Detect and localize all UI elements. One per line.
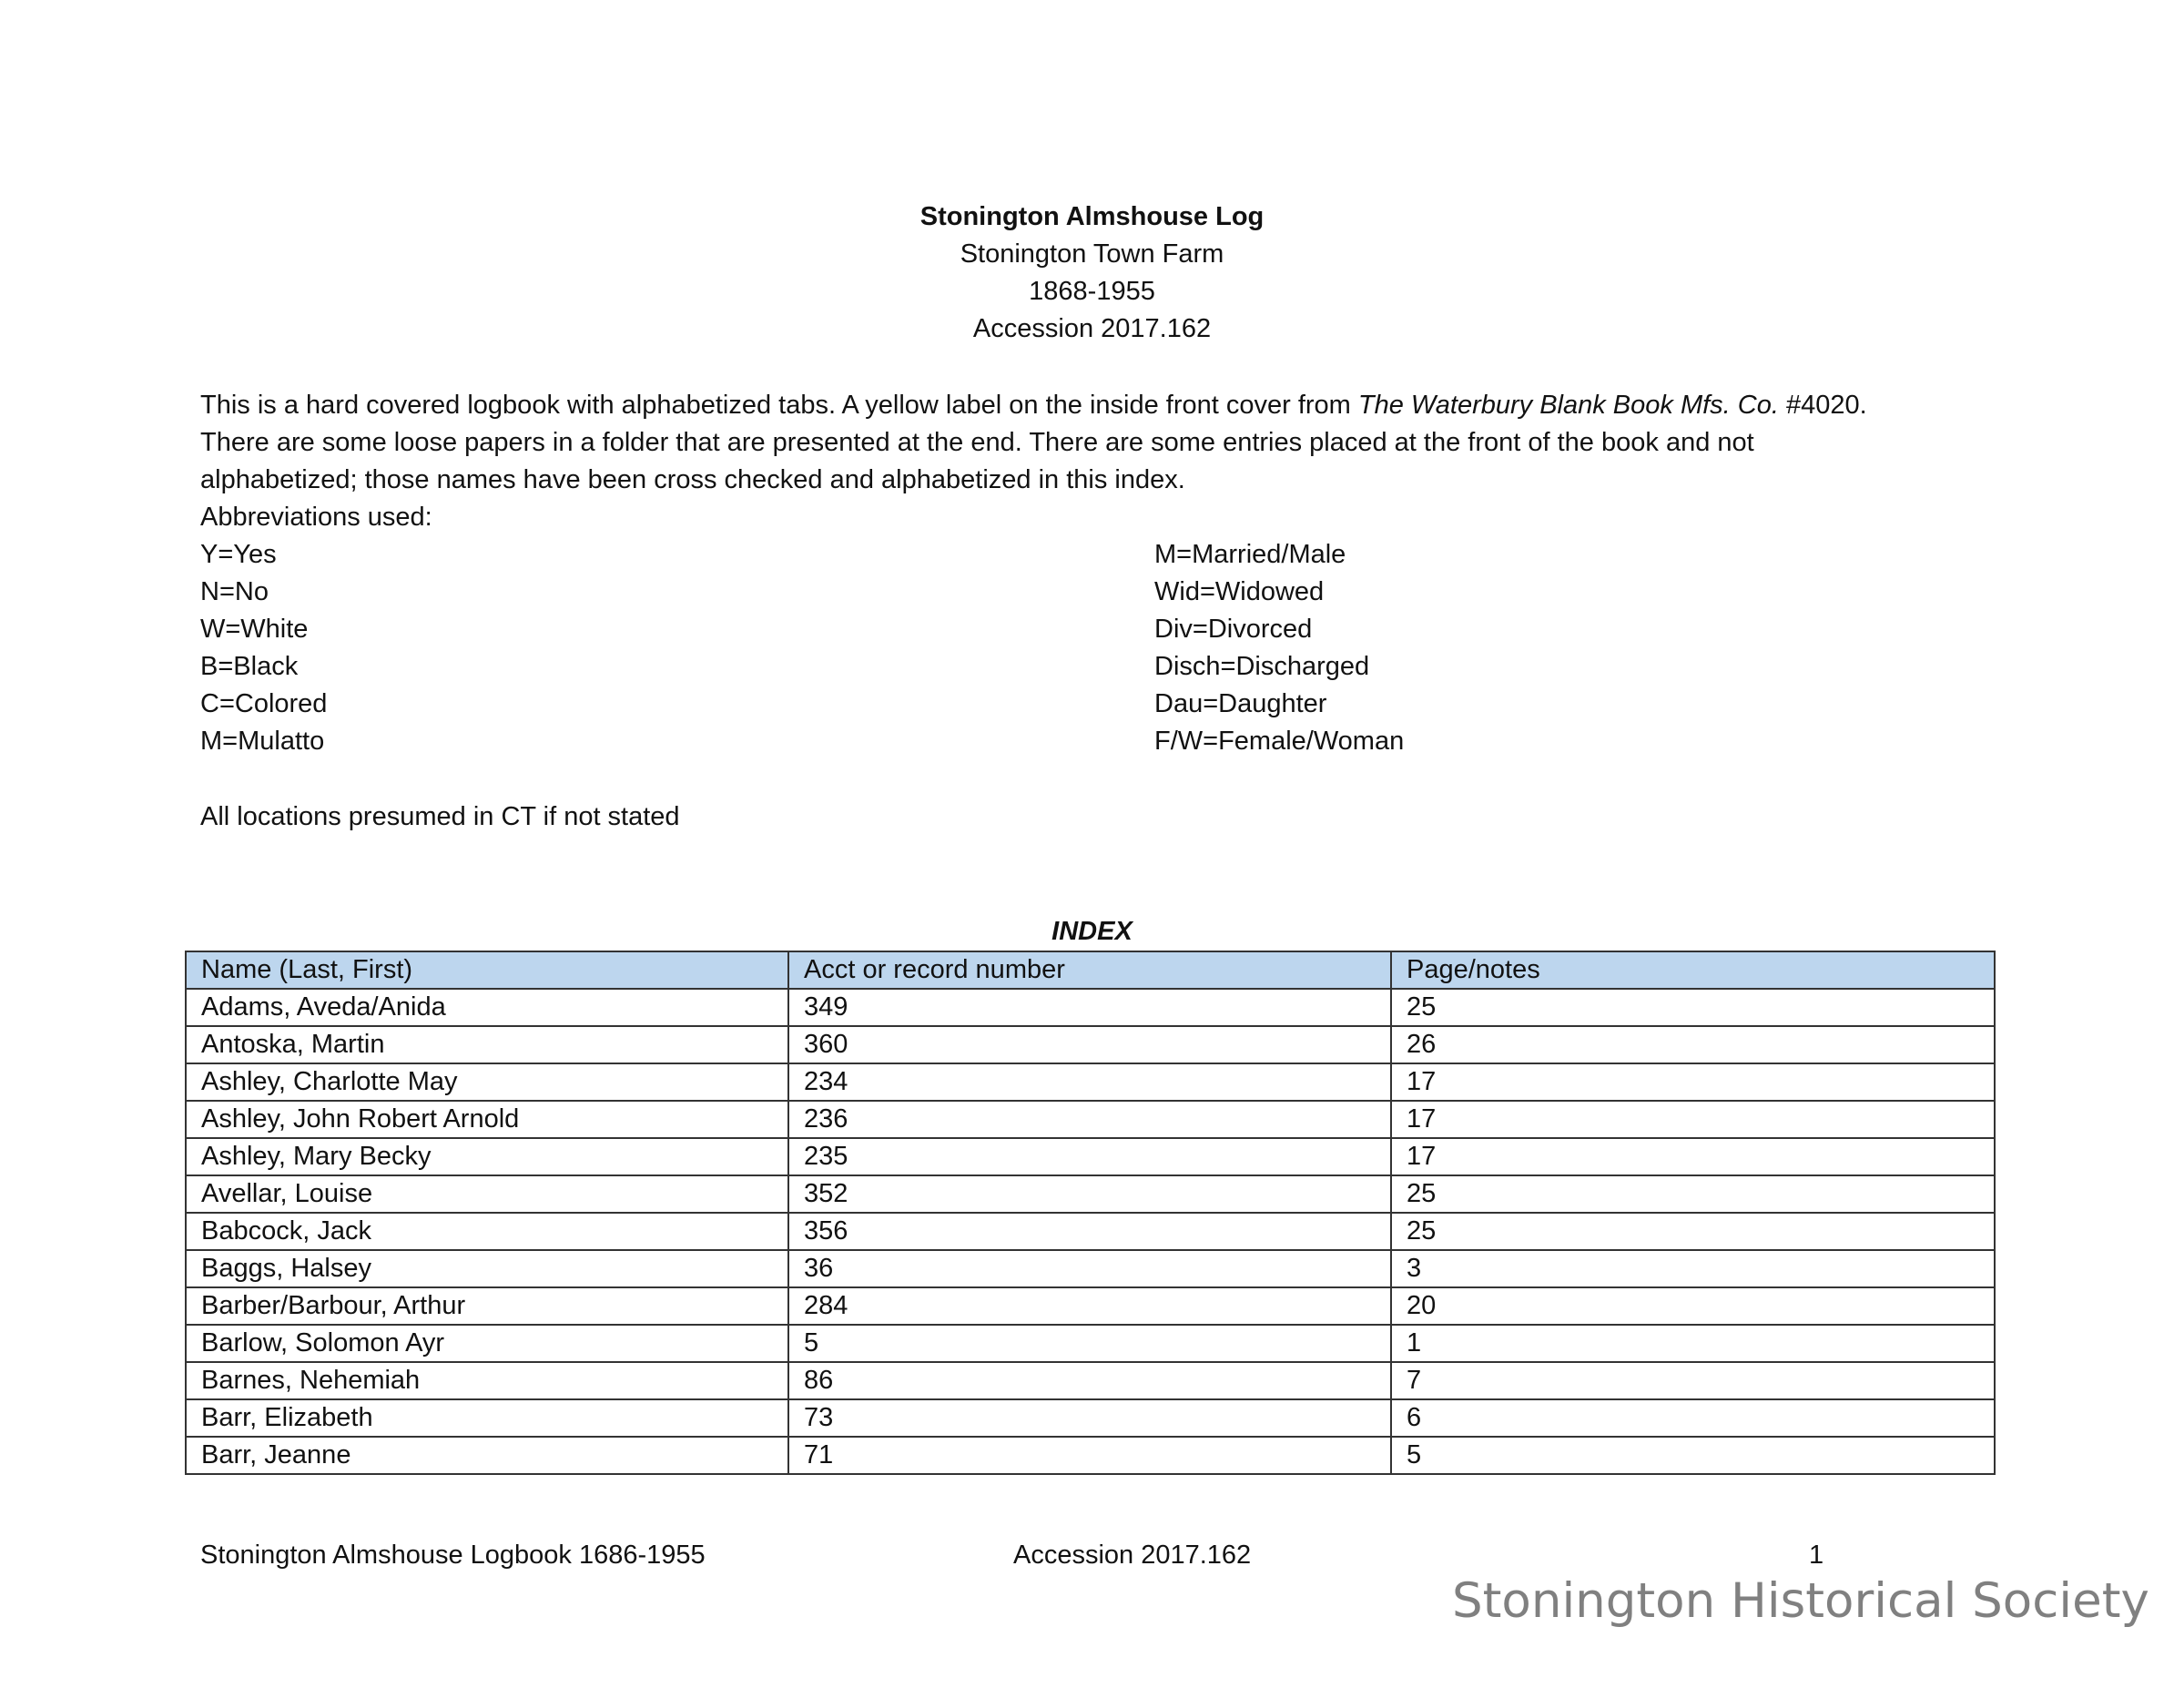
index-heading: INDEX bbox=[1051, 917, 1133, 946]
cell-name: Barr, Jeanne bbox=[186, 1437, 788, 1474]
watermark: Stonington Historical Society bbox=[1452, 1573, 2149, 1629]
table-row bbox=[186, 1063, 1995, 1101]
table-row bbox=[186, 1362, 1995, 1399]
document-accession: Accession 2017.162 bbox=[972, 314, 1212, 343]
column-header-name: Name (Last, First) bbox=[186, 951, 788, 989]
abbreviation-item: Wid=Widowed bbox=[1154, 577, 1325, 606]
document-subtitle: Stonington Town Farm bbox=[960, 239, 1224, 269]
cell-record-number: 71 bbox=[788, 1437, 1391, 1474]
cell-name: Barr, Elizabeth bbox=[186, 1399, 788, 1437]
abbreviation-item: M=Mulatto bbox=[200, 727, 325, 756]
table-row bbox=[186, 1399, 1995, 1437]
cell-record-number: 73 bbox=[788, 1399, 1391, 1437]
title-block bbox=[0, 198, 2184, 348]
cell-name: Barnes, Nehemiah bbox=[186, 1362, 788, 1399]
intro-line-1-end: #4020. bbox=[1778, 391, 1867, 420]
locations-note: All locations presumed in CT if not stated bbox=[200, 802, 680, 831]
abbreviation-item: N=No bbox=[200, 577, 269, 606]
table-row bbox=[186, 1325, 1995, 1362]
column-header-page-notes: Page/notes bbox=[1391, 951, 1995, 989]
abbreviation-item: Dau=Daughter bbox=[1154, 689, 1327, 718]
cell-name: Ashley, John Robert Arnold bbox=[186, 1101, 788, 1138]
cell-page: 1 bbox=[1391, 1325, 1995, 1362]
cell-record-number: 235 bbox=[788, 1138, 1391, 1175]
abbreviation-item: C=Colored bbox=[200, 689, 328, 718]
cell-page: 3 bbox=[1391, 1250, 1995, 1287]
abbreviation-item: M=Married/Male bbox=[1154, 540, 1346, 569]
table-row bbox=[186, 1175, 1995, 1213]
manufacturer-name: The Waterbury Blank Book Mfs. Co. bbox=[1357, 391, 1779, 420]
page-number: 1 bbox=[1809, 1541, 1824, 1570]
cell-name: Barlow, Solomon Ayr bbox=[186, 1325, 788, 1362]
document-years: 1868-1955 bbox=[1029, 277, 1155, 306]
cell-page: 17 bbox=[1391, 1101, 1995, 1138]
intro-line-1-text: This is a hard covered logbook with alphabetized tabs. A yellow label on the inside front cover from bbox=[200, 391, 1358, 420]
cell-page: 25 bbox=[1391, 989, 1995, 1026]
cell-record-number: 352 bbox=[788, 1175, 1391, 1213]
cell-record-number: 36 bbox=[788, 1250, 1391, 1287]
cell-name: Ashley, Mary Becky bbox=[186, 1138, 788, 1175]
table-row bbox=[186, 1101, 1995, 1138]
table-row bbox=[186, 989, 1995, 1026]
cell-record-number: 360 bbox=[788, 1026, 1391, 1063]
abbreviations-left-column bbox=[200, 536, 1020, 760]
cell-page: 17 bbox=[1391, 1063, 1995, 1101]
cell-name: Baggs, Halsey bbox=[186, 1250, 788, 1287]
cell-name: Adams, Aveda/Anida bbox=[186, 989, 788, 1026]
cell-name: Barber/Barbour, Arthur bbox=[186, 1287, 788, 1325]
abbreviations-right-column bbox=[1154, 536, 1883, 760]
cell-record-number: 349 bbox=[788, 989, 1391, 1026]
footer-accession: Accession 2017.162 bbox=[1013, 1541, 1252, 1570]
table-row bbox=[186, 1026, 1995, 1063]
cell-page: 17 bbox=[1391, 1138, 1995, 1175]
table-row bbox=[186, 1213, 1995, 1250]
abbreviation-item: Disch=Discharged bbox=[1154, 652, 1370, 681]
cell-record-number: 236 bbox=[788, 1101, 1391, 1138]
cell-page: 6 bbox=[1391, 1399, 1995, 1437]
table-row bbox=[186, 1287, 1995, 1325]
cell-name: Antoska, Martin bbox=[186, 1026, 788, 1063]
table-row bbox=[186, 1138, 1995, 1175]
abbreviation-item: Y=Yes bbox=[200, 540, 277, 569]
intro-line-2: There are some loose papers in a folder that are presented at the end. There are some entries placed at the front of the book and not bbox=[200, 428, 1754, 457]
index-table bbox=[185, 951, 1996, 1475]
table-row bbox=[186, 1250, 1995, 1287]
cell-name: Avellar, Louise bbox=[186, 1175, 788, 1213]
intro-line-3: alphabetized; those names have been cross checked and alphabetized in this index. bbox=[200, 465, 1185, 494]
cell-record-number: 356 bbox=[788, 1213, 1391, 1250]
document-title: Stonington Almshouse Log bbox=[919, 202, 1265, 231]
cell-record-number: 284 bbox=[788, 1287, 1391, 1325]
cell-page: 25 bbox=[1391, 1213, 1995, 1250]
cell-record-number: 234 bbox=[788, 1063, 1391, 1101]
column-header-record-number: Acct or record number bbox=[788, 951, 1391, 989]
intro-paragraph bbox=[200, 387, 2021, 536]
abbreviations-heading: Abbreviations used: bbox=[200, 503, 432, 532]
cell-record-number: 5 bbox=[788, 1325, 1391, 1362]
footer-title: Stonington Almshouse Logbook 1686-1955 bbox=[200, 1541, 706, 1570]
cell-name: Babcock, Jack bbox=[186, 1213, 788, 1250]
abbreviation-item: F/W=Female/Woman bbox=[1154, 727, 1405, 756]
cell-page: 5 bbox=[1391, 1437, 1995, 1474]
cell-name: Ashley, Charlotte May bbox=[186, 1063, 788, 1101]
cell-record-number: 86 bbox=[788, 1362, 1391, 1399]
cell-page: 25 bbox=[1391, 1175, 1995, 1213]
intro-line-1 bbox=[200, 387, 2021, 424]
table-row bbox=[186, 1437, 1995, 1474]
cell-page: 26 bbox=[1391, 1026, 1995, 1063]
abbreviation-item: Div=Divorced bbox=[1154, 615, 1313, 644]
abbreviation-item: B=Black bbox=[200, 652, 299, 681]
abbreviation-item: W=White bbox=[200, 615, 309, 644]
cell-page: 20 bbox=[1391, 1287, 1995, 1325]
cell-page: 7 bbox=[1391, 1362, 1995, 1399]
table-header-row bbox=[186, 951, 1995, 989]
